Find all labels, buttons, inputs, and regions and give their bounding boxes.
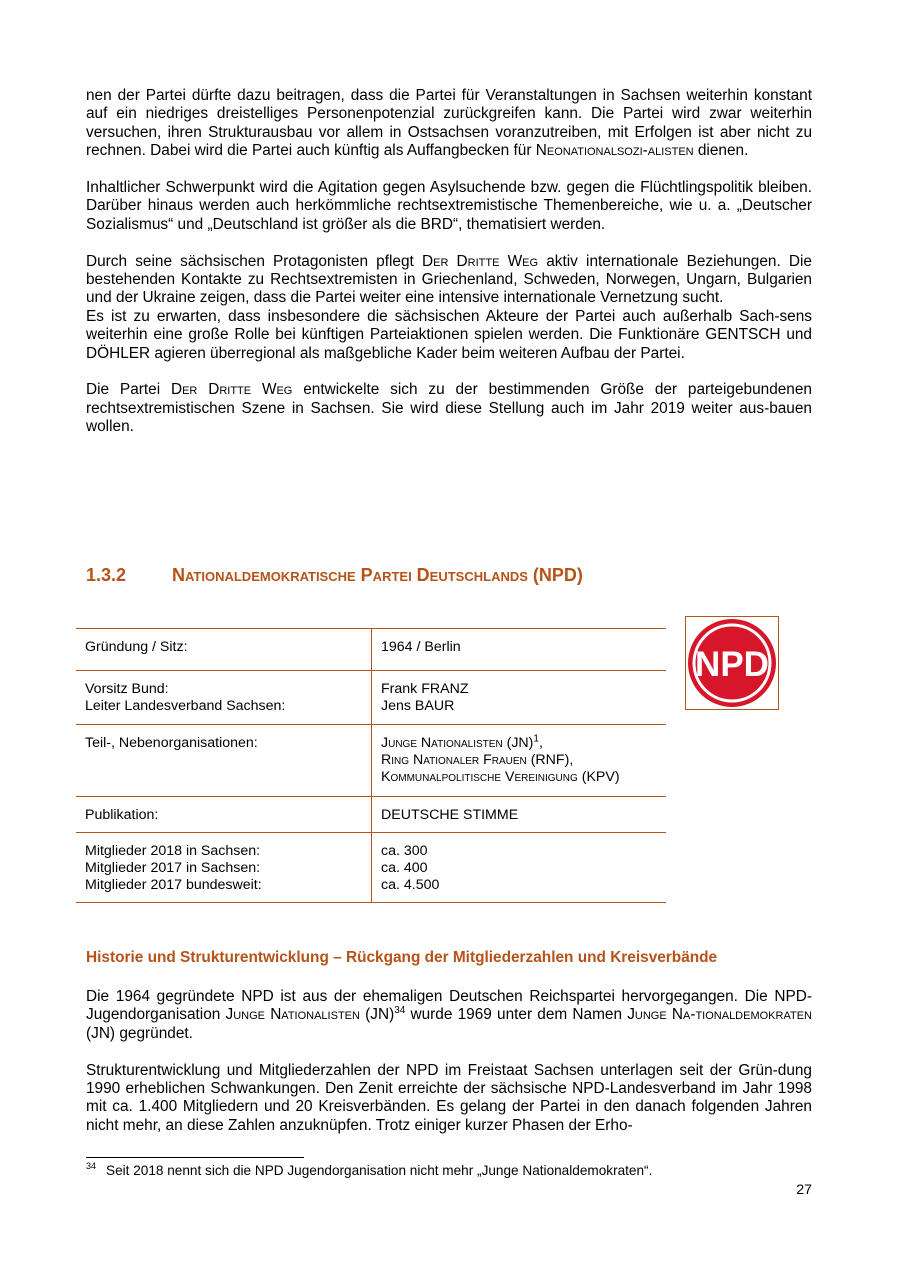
paragraph: nen der Partei dürfte dazu beitragen, dass die Partei für Veranstaltungen in Sachsen weiterhin konstant auf ein niedriges dreistelliges Personenpotenzial zurückgreifen kann. Die Partei wird zwar weiterhin versuchen, ihren Strukturausbau vor allem in Ostsachsen voranzutreiben, mit Erfolgen ist aber nicht zu rechnen. Dabei wird die Partei auch künftig als Auffangbecken für Neonationalsozi-alisten dienen. (86, 87, 812, 160)
paragraph: Die 1964 gegründete NPD ist aus der ehemaligen Deutschen Reichspartei hervorgegangen. Die NPD-Jugendorganisation Junge Nationalisten (JN)$^{34}$ wurde 1969 unter dem Namen Junge Na-tionaldemokraten (JN) gegründet. (86, 988, 812, 1042)
paragraph: Inhaltlicher Schwerpunkt wird die Agitation gegen Asylsuchende bzw. gegen die Flüchtlingspolitik bleiben. Darüber hinaus werden auch herkömmliche rechtsextremistische Themenbereiche, wie u. a. „Deutscher Sozialismus“ und „Deutschland ist größer als die BRD“, thematisiert werden. (86, 179, 812, 233)
paragraph: Die Partei Der Dritte Weg entwickelte sich zu der bestimmenden Größe der parteigebundenen rechtsextremistischen Szene in Sachsen. Sie wird diese Stellung auch im Jahr 2019 weiter aus-bauen wollen. (86, 381, 812, 436)
footnote: $^{34}$ Seit 2018 nennt sich die NPD Jugendorganisation nicht mehr „Junge Nationaldemokraten“. (86, 1161, 653, 1178)
party-info-table (76, 628, 666, 903)
section-title: Nationaldemokratische Partei Deutschlands (NPD) (172, 565, 583, 585)
subheading: Historie und Strukturentwicklung – Rückgang der Mitgliederzahlen und Kreisverbände (86, 949, 718, 966)
paragraph: Es ist zu erwarten, dass insbesondere die sächsischen Akteure der Partei auch außerhalb Sach-sens weiterhin eine große Rolle bei künftigen Parteiaktionen spielen werden. Die Funktionäre GENTSCH und DÖHLER agieren überregional als maßgebliche Kader beim weiteren Aufbau der Partei. (86, 307, 812, 362)
table-row: Vorsitz Bund: Leiter Landesverband Sachsen: Frank FRANZ Jens BAUR (76, 671, 666, 725)
paragraph: Strukturentwicklung und Mitgliederzahlen der NPD im Freistaat Sachsen unterlagen seit der Grün-dung 1990 erheblichen Schwankungen. Den Zenit erreichte der sächsische NPD-Landesverband im Jahr 1998 mit ca. 1.400 Mitgliedern und 20 Kreisverbänden. Es gelang der Partei in den danach folgenden Jahren nicht mehr, an diese Zahlen anzuknüpfen. Trotz einiger kurzer Phasen der Erho- (86, 1061, 812, 1134)
section-number: 1.3.2 (86, 565, 127, 585)
intro-text (86, 87, 812, 437)
table-row: Teil-, Nebenorganisationen: Junge Nationalisten (JN)$^1$, Ring Nationaler Frauen (RNF), Kommunalpolitische Vereinigung (KPV) (76, 725, 666, 797)
table-row: Gründung / Sitz: 1964 / Berlin (76, 629, 666, 671)
footnote-separator (86, 1157, 304, 1158)
section-heading (86, 565, 583, 586)
paragraph: Durch seine sächsischen Protagonisten pflegt Der Dritte Weg aktiv internationale Beziehungen. Die bestehenden Kontakte zu Rechtsextremisten in Griechenland, Schweden, Norwegen, Ungarn, Bulgarien und der Ukraine zeigen, dass die Partei weiter eine intensive internationale Vernetzung sucht. (86, 252, 812, 307)
npd-logo (685, 616, 779, 710)
table-row: Publikation: DEUTSCHE STIMME (76, 797, 666, 833)
table-row: Mitglieder 2018 in Sachsen: Mitglieder 2017 in Sachsen: Mitglieder 2017 bundesweit: ca. 300 ca. 400 ca. 4.500 (76, 833, 666, 903)
logo-text: NPD (695, 645, 769, 684)
history-text (86, 988, 812, 1135)
npd-logo-image (686, 617, 778, 709)
page-number: 27 (796, 1182, 812, 1198)
